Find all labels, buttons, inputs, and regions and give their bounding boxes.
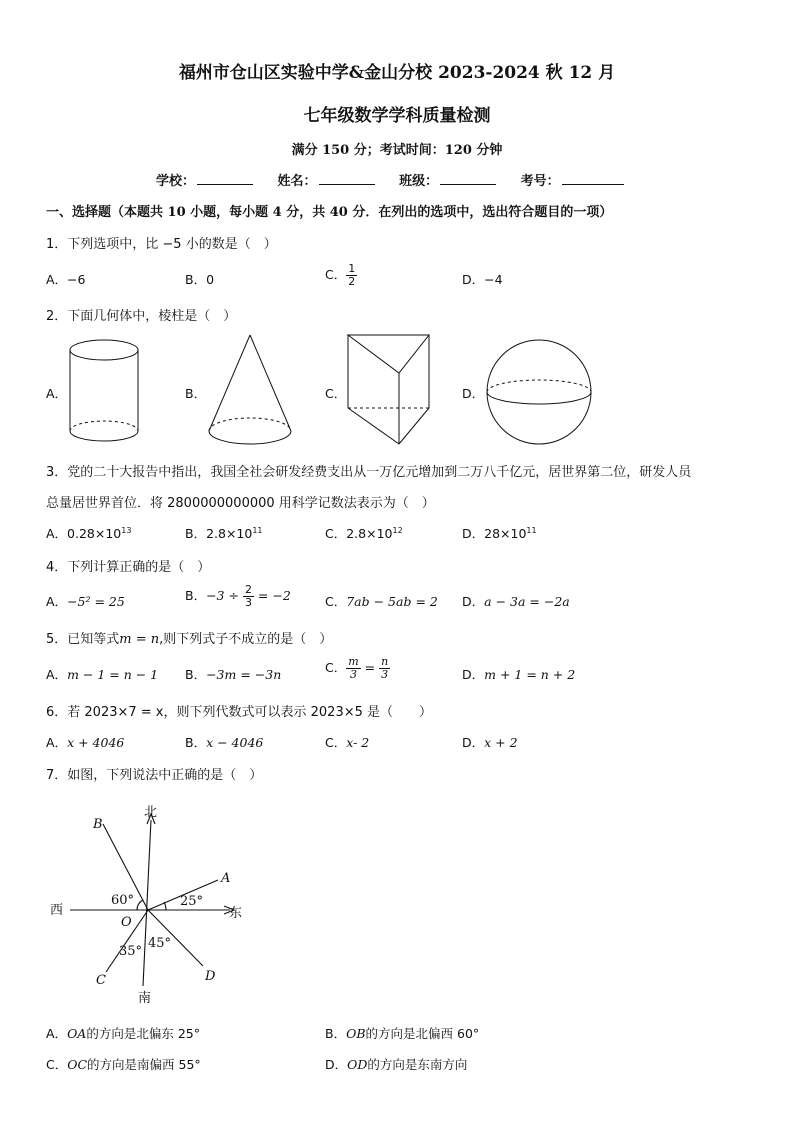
q7-option-d[interactable]: D．OD的方向是东南方向 [325,1057,468,1072]
q5-option-d[interactable]: D．m + 1 = n + 2 [462,667,576,682]
class-label: 班级： [399,174,439,189]
q4-option-b[interactable]: B．−3 ÷ $\frac{2}{3}$ = −2 [185,583,291,609]
q1-stem: 1．下列选项中，比 −5 小的数是（ ） [46,237,277,252]
number-blank[interactable] [562,172,624,185]
q6-option-d[interactable]: D．x + 2 [462,735,518,750]
q3-stem-line1: 3．党的二十大报告中指出，我国全社会研发经费支出从一万亿元增加到二万八千亿元，居世界第二位，研发人员 [46,465,692,480]
q6-option-c[interactable]: C．x- 2 [325,735,370,750]
q7-option-b[interactable]: B．OB的方向是北偏西 60° [325,1026,480,1041]
cylinder-figure [70,340,138,441]
q5-stem: 5．已知等式m = n,则下列式子不成立的是（ ） [46,632,333,647]
prism-figure [348,335,429,444]
label-b: B [93,817,103,832]
q1-c-label: C． [325,267,347,282]
class-blank[interactable] [440,172,496,185]
q3-option-d[interactable]: D．$28\times 10^{11}$ [462,525,537,541]
label-o: O [121,915,132,930]
label-d: D [205,969,216,984]
q1-option-b[interactable]: B．0 [185,272,215,287]
label-angle-60: 60° [111,893,135,908]
school-label: 学校： [156,174,196,189]
school-blank[interactable] [197,172,253,185]
q5-option-b[interactable]: B．−3m = −3n [185,667,282,682]
q1-option-a[interactable]: A．−6 [46,272,86,287]
q7-stem: 7．如图，下列说法中正确的是（ ） [46,768,263,783]
q2-figures [60,330,620,450]
q6-stem: 6．若 2023×7 = x，则下列代数式可以表示 2023×5 是（ ） [46,705,433,720]
q4-option-c[interactable]: C．7ab − 5ab = 2 [325,594,438,609]
name-blank[interactable] [319,172,375,185]
q3-option-c[interactable]: C．$2.8\times 10^{12}$ [325,525,403,541]
number-label: 考号： [520,174,560,189]
label-angle-35: 35° [119,944,143,959]
label-west: 西 [50,903,64,918]
q2-option-a[interactable]: A． [46,386,68,401]
q5-option-c[interactable]: C． $\frac{m}{3}$ = $\frac{n}{3}$ [325,655,389,681]
exam-info: 满分 150 分；考试时间：120 分钟 [291,143,503,158]
sphere-figure [487,340,591,444]
q7-compass-figure [40,800,260,1010]
q7-option-a[interactable]: A．OA的方向是北偏东 25° [46,1026,200,1041]
label-c: C [96,973,106,988]
exam-subtitle: 七年级数学学科质量检测 [303,106,491,126]
label-a: A [221,871,231,886]
arc-25 [164,902,166,910]
label-angle-45: 45° [148,936,172,951]
q3-option-b[interactable]: B．$2.8\times 10^{11}$ [185,525,263,541]
q4-stem: 4．下列计算正确的是（ ） [46,560,211,575]
section1-heading: 一、选择题（本题共 10 小题，每小题 4 分，共 40 分．在列出的选项中，选出符合题目的一项） [46,205,613,220]
q2-option-d[interactable]: D． [462,386,485,401]
q6-option-a[interactable]: A．x + 4046 [46,735,125,750]
q1-c-fraction: $\frac{1}{2}$ [348,262,356,288]
q2-option-c[interactable]: C． [325,386,347,401]
arc-60 [137,900,143,910]
q3-option-a[interactable]: A．$0.28\times 10^{13}$ [46,525,132,541]
q5-option-a[interactable]: A．m − 1 = n − 1 [46,667,159,682]
q3-stem-line2: 总量居世界首位．将 2800000000000 用科学记数法表示为（ ） [46,496,435,511]
label-north: 北 [144,805,158,820]
q2-option-b[interactable]: B． [185,386,207,401]
q1-option-c[interactable] [325,263,357,288]
q7-option-c[interactable]: C．OC的方向是南偏西 55° [46,1057,201,1072]
cone-figure [209,335,291,444]
q1-option-d[interactable]: D．−4 [462,272,503,287]
name-label: 姓名： [277,174,317,189]
label-east: 东 [229,906,243,921]
label-south: 南 [138,991,152,1006]
q2-stem: 2．下面几何体中，棱柱是（ ） [46,309,237,324]
q6-option-b[interactable]: B．x − 4046 [185,735,264,750]
label-angle-25: 25° [180,894,204,909]
exam-title: 福州市仓山区实验中学&金山分校 2023-2024 秋 12 月 [178,63,616,83]
q4-option-d[interactable]: D．a − 3a = −2a [462,594,570,609]
student-info-row [156,170,626,189]
q4-option-a[interactable]: A．−5² = 25 [46,594,125,609]
